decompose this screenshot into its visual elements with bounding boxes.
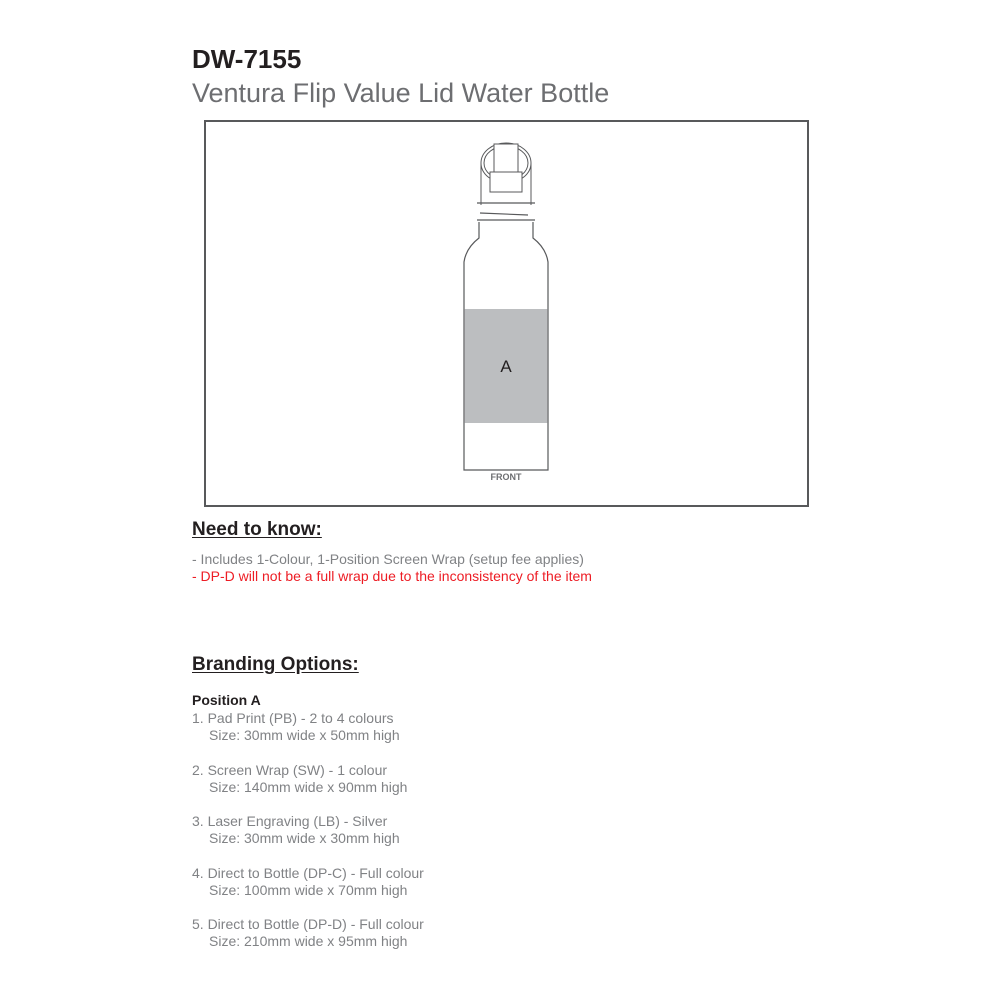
note-setup-fee: - Includes 1-Colour, 1-Position Screen Wrap (setup fee applies) <box>192 551 584 567</box>
view-label: FRONT <box>490 472 522 482</box>
product-code: DW-7155 <box>192 44 302 74</box>
branding-option-dpd <box>192 916 424 950</box>
bottle-drawing <box>450 138 560 478</box>
print-zone-label: A <box>500 357 512 376</box>
branding-option-pad-print <box>192 710 400 744</box>
option-size: Size: 140mm wide x 90mm high <box>209 779 408 795</box>
option-title: 1. Pad Print (PB) - 2 to 4 colours <box>192 710 394 726</box>
branding-option-dpc <box>192 865 424 899</box>
need-to-know-heading: Need to know: <box>192 519 322 540</box>
option-size: Size: 210mm wide x 95mm high <box>209 933 408 949</box>
option-size: Size: 30mm wide x 50mm high <box>209 727 400 743</box>
branding-option-screen-wrap <box>192 762 407 796</box>
option-size: Size: 100mm wide x 70mm high <box>209 882 408 898</box>
product-name: Ventura Flip Value Lid Water Bottle <box>192 78 610 108</box>
option-title: 3. Laser Engraving (LB) - Silver <box>192 813 388 829</box>
note-dpd-warning: - DP-D will not be a full wrap due to the inconsistency of the item <box>192 568 592 584</box>
option-title: 5. Direct to Bottle (DP-D) - Full colour <box>192 916 424 932</box>
position-a-label: Position A <box>192 692 261 708</box>
branding-option-laser-engraving <box>192 813 400 847</box>
option-title: 4. Direct to Bottle (DP-C) - Full colour <box>192 865 424 881</box>
option-size: Size: 30mm wide x 30mm high <box>209 830 400 846</box>
option-title: 2. Screen Wrap (SW) - 1 colour <box>192 762 388 778</box>
branding-options-heading: Branding Options: <box>192 654 359 675</box>
